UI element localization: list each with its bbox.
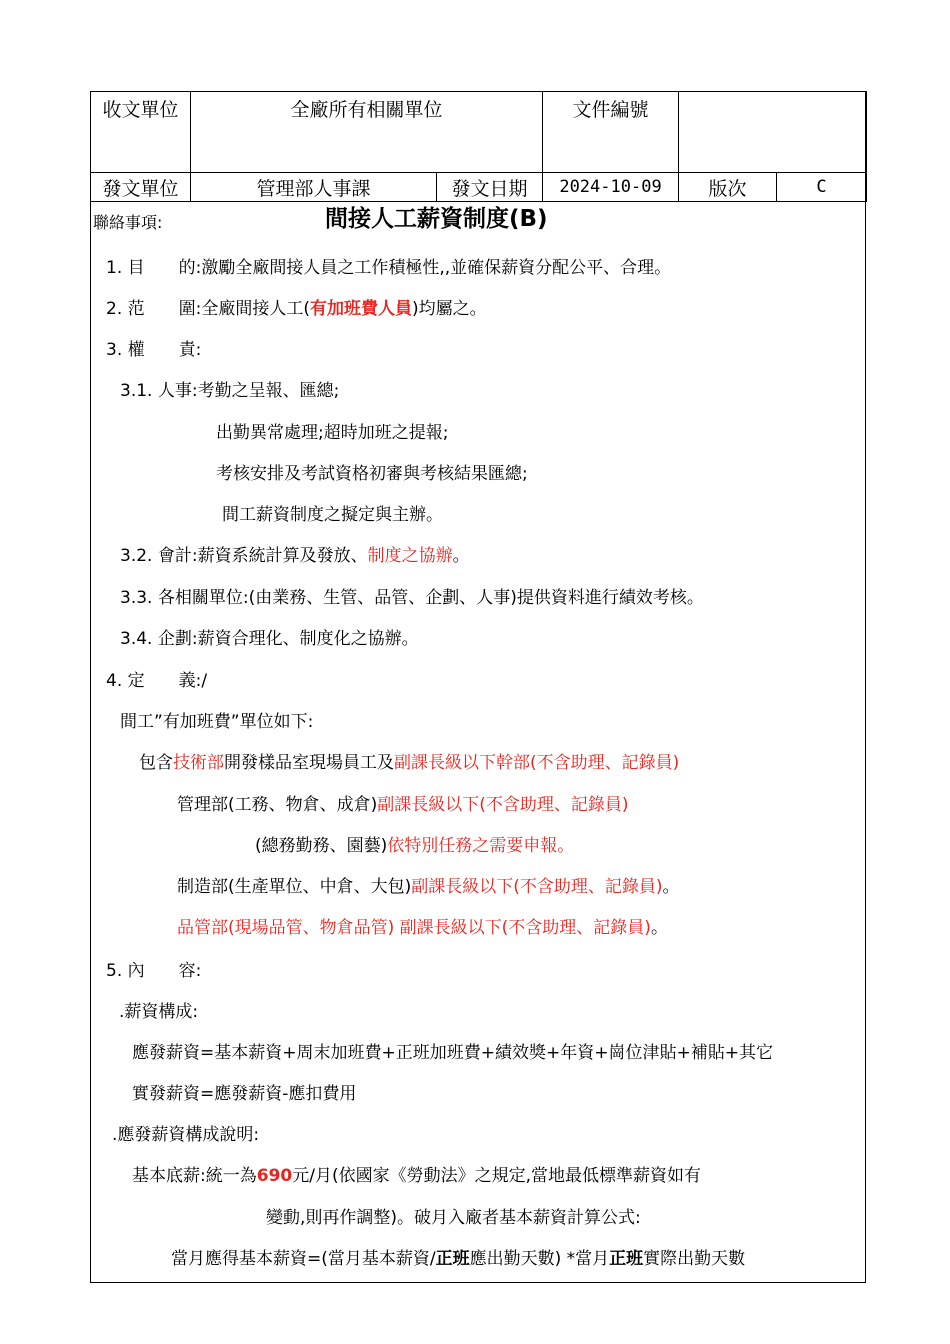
section-5 xyxy=(106,956,201,981)
definition-line-1 xyxy=(139,748,679,773)
def-5-b: 。 xyxy=(650,918,668,938)
formula-e: 實際出勤天數 xyxy=(643,1249,746,1269)
version-value: C xyxy=(777,173,867,202)
section-3-4-text: 薪資合理化、制度化之協辦。 xyxy=(197,629,419,649)
section-1-num: 1. xyxy=(106,258,123,278)
base-salary-amount: 690 xyxy=(256,1166,293,1186)
def-1-d: 副課長級以下幹部(不含助理、記錄員) xyxy=(394,753,680,773)
section-1-text: 激勵全廠間接人員之工作積極性,,並確保薪資分配公平、合理。 xyxy=(201,258,672,278)
section-2-post: )均屬之。 xyxy=(412,299,487,319)
section-3 xyxy=(106,335,201,360)
section-4 xyxy=(106,666,207,691)
base-salary-formula xyxy=(171,1244,745,1269)
send-date-value: 2024-10-09 xyxy=(543,173,679,202)
section-3-label: 權 責: xyxy=(127,340,202,360)
def-1-c: 開發樣品室現場員工及 xyxy=(224,753,394,773)
formula-a: 當月應得基本薪資=(當月基本薪資/ xyxy=(171,1249,436,1269)
base-salary-b: 元/月(依國家《勞動法》之規定,當地最低標準薪資如有 xyxy=(292,1166,701,1186)
gross-description-title: .應發薪資構成說明: xyxy=(112,1125,260,1145)
section-2-num: 2. xyxy=(106,299,123,319)
section-3-1 xyxy=(120,376,339,401)
definition-line-3 xyxy=(255,831,574,856)
doc-number-label: 文件編號 xyxy=(543,92,679,173)
section-4-num: 4. xyxy=(106,671,123,691)
salary-formula-gross: 應發薪資=基本薪資+周末加班費+正班加班費+績效獎+年資+崗位津貼+補貼+其它 xyxy=(132,1043,773,1063)
def-4-c: 。 xyxy=(662,877,680,897)
section-5-num: 5. xyxy=(106,961,123,981)
base-salary-line-2: 變動,則再作調整)。破月入廠者基本薪資計算公式: xyxy=(266,1208,641,1228)
section-3-3-text: (由業務、生管、品管、企劃、人事)提供資料進行績效考核。 xyxy=(248,588,704,608)
section-3-num: 3. xyxy=(106,340,123,360)
salary-composition-title: .薪資構成: xyxy=(119,1002,199,1022)
def-1-b: 技術部 xyxy=(173,753,224,773)
definition-line-4 xyxy=(177,872,680,897)
def-2-b: 副課長級以下(不含助理、記錄員) xyxy=(377,795,629,815)
page-title: 間接人工薪資制度(B) xyxy=(325,206,548,232)
def-2-a: 管理部(工務、物倉、成倉) xyxy=(177,795,378,815)
section-2 xyxy=(106,294,487,319)
def-5-a: 品管部(現場品管、物倉品管) 副課長級以下(不含助理、記錄員) xyxy=(177,918,651,938)
section-3-3-label: 3.3. 各相關單位: xyxy=(120,588,249,608)
def-3-b: 依特別任務之需要申報。 xyxy=(387,836,575,856)
section-3-2 xyxy=(120,541,470,566)
section-2-label: 范 圍: xyxy=(127,299,202,319)
version-label: 版次 xyxy=(679,173,777,202)
recv-unit-value: 全廠所有相關單位 xyxy=(191,92,543,173)
def-3-a: (總務勤務、園藝) xyxy=(255,836,388,856)
section-3-2-end: 。 xyxy=(452,546,470,566)
section-3-1-label: 3.1. 人事: xyxy=(120,381,198,401)
formula-d: 正班 xyxy=(609,1249,644,1269)
section-3-1-line1: 考勤之呈報、匯總; xyxy=(197,381,340,401)
def-4-a: 制造部(生產單位、中倉、大包) xyxy=(177,877,412,897)
base-salary-a: 基本底薪:統一為 xyxy=(132,1166,257,1186)
section-3-1-line4: 間工薪資制度之擬定與主辦。 xyxy=(222,505,443,525)
header-table xyxy=(90,91,867,202)
section-3-4-label: 3.4. 企劃: xyxy=(120,629,198,649)
formula-b: 正班 xyxy=(435,1249,470,1269)
send-unit-label: 發文單位 xyxy=(91,173,191,202)
definition-line-5 xyxy=(177,913,668,938)
section-3-2-label: 3.2. 會計: xyxy=(120,546,198,566)
contact-label: 聯絡事項: xyxy=(93,213,163,232)
def-1-a: 包含 xyxy=(139,753,173,773)
definition-line-2 xyxy=(177,790,629,815)
salary-formula-net: 實發薪資=應發薪資-應扣費用 xyxy=(132,1084,357,1104)
section-3-1-line3: 考核安排及考試資格初審與考核結果匯總; xyxy=(216,464,528,484)
section-1 xyxy=(106,253,671,278)
send-unit-value: 管理部人事課 xyxy=(191,173,437,202)
section-3-2-red: 制度之協辦 xyxy=(367,546,453,566)
formula-c: 應出勤天數) *當月 xyxy=(469,1249,610,1269)
recv-unit-label: 收文單位 xyxy=(91,92,191,173)
section-4-intro: 間工”有加班費”單位如下: xyxy=(120,712,314,732)
section-2-red: 有加班費人員 xyxy=(310,299,413,319)
base-salary-line xyxy=(132,1161,701,1186)
def-4-b: 副課長級以下(不含助理、記錄員) xyxy=(411,877,663,897)
section-3-3 xyxy=(120,583,704,608)
send-date-label: 發文日期 xyxy=(437,173,543,202)
doc-number-value xyxy=(679,92,867,173)
section-5-label: 內 容: xyxy=(127,961,202,981)
section-1-label: 目 的: xyxy=(127,258,202,278)
section-3-4 xyxy=(120,624,419,649)
section-2-pre: 全廠間接人工( xyxy=(201,299,311,319)
section-3-1-line2: 出勤異常處理;超時加班之提報; xyxy=(216,423,449,443)
section-4-label: 定 義:/ xyxy=(127,671,208,691)
section-3-2-text: 薪資系統計算及發放、 xyxy=(197,546,368,566)
